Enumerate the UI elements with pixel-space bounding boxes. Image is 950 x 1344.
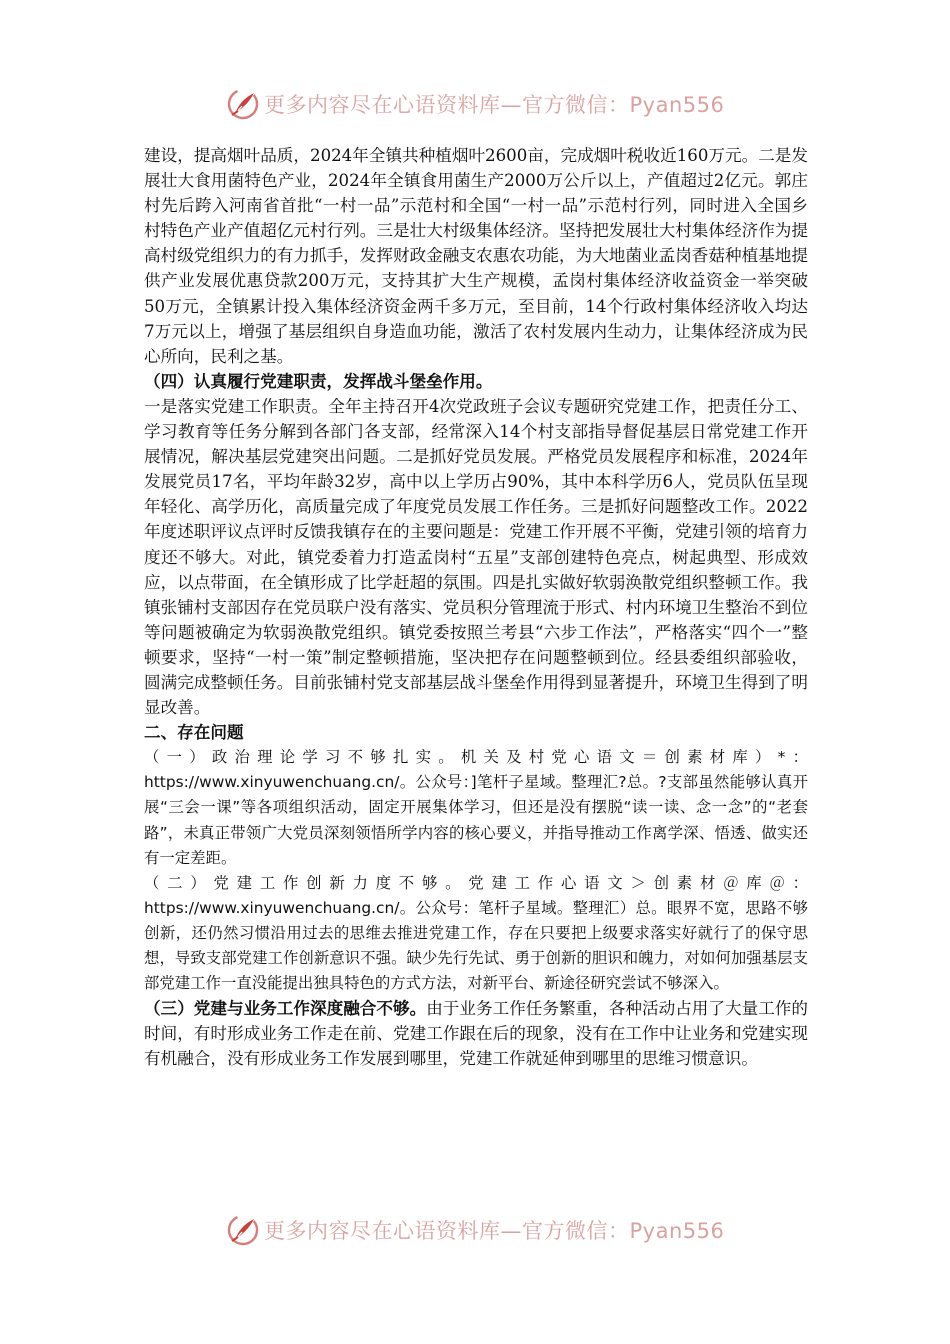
paragraph-party-building: 一是落实党建工作职责。全年主持召开4次党政班子会议专题研究党建工作，把责任分工、学习教育等任务分解到各部门各支部，经常深入14个村支部指导督促基层日常党建工作开展情况，解决基层党建突出问题。二是抓好党员发展。严格党员发展程序和标准，2024年发展党员17名，平均年龄32岁，高中以上学历占90%，其中本科学历6人，党员队伍呈现年轻化、高学历化，高质量完成了年度党员发展工作任务。三是抓好问题整改工作。2022年度述职评议点评时反馈我镇存在的主要问题是：党建工作开展不平衡，党建引领的培育力度还不够大。对此，镇党委着力打造孟岗村“五星”支部创建特色亮点，树起典型、形成效应，以点带面，在全镇形成了比学赶超的氛围。四是扎实做好软弱涣散党组织整顿工作。我镇张铺村支部因存在党员联户没有落实、党员积分管理流于形式、村内环境卫生整治不到位等问题被确定为软弱涣散党组织。镇党委按照兰考县“六步工作法”，严格落实“四个一”整顿要求，坚持“一村一策”制定整顿措施，坚决把存在问题整顿到位。经县委组织部验收，圆满完成整顿任务。目前张铺村党支部基层战斗堡垒作用得到显著提升，环境卫生得到了明显改善。 bbox=[144, 396, 808, 718]
footer-watermark bbox=[226, 1212, 724, 1248]
subheading-party-duty: （四）认真履行党建职责，发挥战斗堡垒作用。 bbox=[144, 370, 493, 391]
issue-integration-title: （三）党建与业务工作深度融合不够。 bbox=[144, 998, 427, 1019]
paragraph-issue-theory: （一）政治理论学习不够扎实。机关及村党心语文＝创素材库）*：https://www.xinyuwenchuang.cn/。公众号：]笔杆子星域。整理汇?总。?支部虽然能够认真开展“三会一课”等各项组织活动，固定开展集体学习，但还是没有摆脱“读一读、念一念”的“老套路”，未真正带领广大党员深刻领悟所学内容的核心要义，并指导推动工作离学深、悟透、做实还有一定差距。 bbox=[144, 748, 808, 867]
quill-logo-icon bbox=[226, 1213, 260, 1247]
issue-integration-body: 由于业务工作任务繁重，各种活动占用了大量工作的时间，有时形成业务工作走在前、党建工作跟在后的现象，没有在工作中让业务和党建实现有机融合，没有形成业务工作发展到哪里，党建工作就延伸到哪里的思维习惯意识。 bbox=[144, 999, 808, 1069]
paragraph-issue-innovation: （二）党建工作创新力度不够。党建工作心语文＞创素材＠库＠：https://www.xinyuwenchuang.cn/。公众号：笔杆子星域。整理汇）总。眼界不宽，思路不够创新，还仍然习惯沿用过去的思维去推进党建工作，存在只要把上级要求落实好就行了的保守思想，导致支部党建工作创新意识不强。缺少先行先试、勇于创新的胆识和魄力，对如何加强基层支部党建工作一直没能提出独具特色的方式方法，对新平台、新途径研究尝试不够深入。 bbox=[144, 873, 808, 993]
document-body bbox=[144, 143, 808, 1071]
paragraph-issue-integration bbox=[144, 996, 808, 1071]
paragraph-economy: 建设，提高烟叶品质，2024年全镇共种植烟叶2600亩，完成烟叶税收近160万元。二是发展壮大食用菌特色产业，2024年全镇食用菌生产2000万公斤以上，产值超过2亿元。郭庄村先后跨入河南省首批“一村一品”示范村和全国“一村一品”示范村行列，同时进入全国乡村特色产业产值超亿元村行列。三是壮大村级集体经济。坚持把发展壮大村集体经济作为提高村级党组织力的有力抓手，发挥财政金融支农惠农功能，为大地菌业孟岗香菇种植基地提供产业发展优惠贷款200万元，支持其扩大生产规模，孟岗村集体经济收益资金一举突破50万元，全镇累计投入集体经济资金两千多万元，至目前，14个行政村集体经济收入均达7万元以上，增强了基层组织自身造血功能，激活了农村发展内生动力，让集体经济成为民心所向，民利之基。 bbox=[144, 146, 808, 366]
watermark-text: 更多内容尽在心语资料库—官方微信：Pyan556 bbox=[264, 93, 725, 117]
watermark-text: 更多内容尽在心语资料库—官方微信：Pyan556 bbox=[264, 1219, 725, 1243]
section-heading-problems: 二、存在问题 bbox=[144, 722, 244, 743]
header-watermark bbox=[226, 86, 724, 122]
quill-logo-icon bbox=[226, 87, 260, 121]
